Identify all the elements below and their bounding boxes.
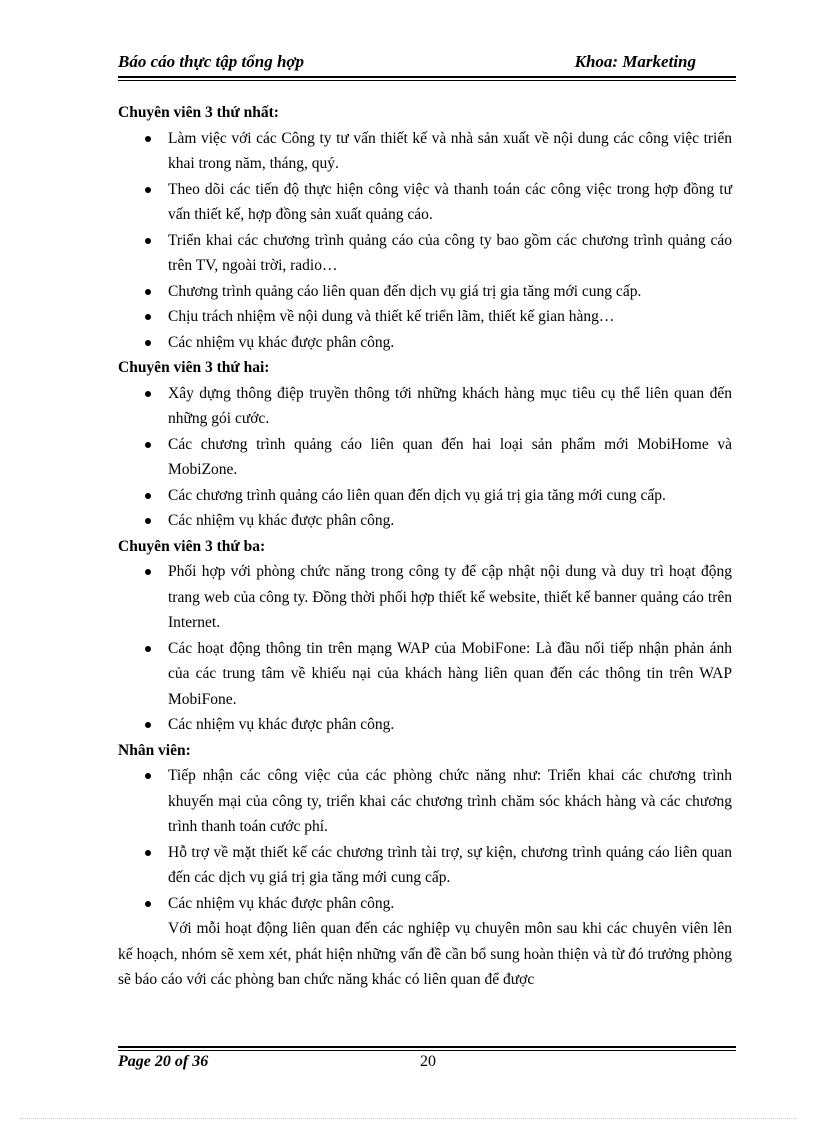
list-item <box>118 279 732 305</box>
list-item <box>118 381 732 432</box>
bullet-list <box>118 381 732 534</box>
bullet-icon <box>145 391 151 397</box>
list-item <box>118 483 732 509</box>
list-item-text: Các chương trình quảng cáo liên quan đến dịch vụ giá trị gia tăng mới cung cấp. <box>168 486 666 504</box>
section-heading: Chuyên viên 3 thứ ba: <box>118 537 266 555</box>
header-divider <box>118 76 736 81</box>
list-item-text: Hỗ trợ về mặt thiết kế các chương trình tài trợ, sự kiện, chương trình quảng cáo liên quan đến các dịch vụ giá trị gia tăng mới cung cấp. <box>168 843 732 886</box>
footer-page-number: 20 <box>420 1053 436 1070</box>
bullet-icon <box>145 442 151 448</box>
list-item <box>118 177 732 228</box>
list-item-text: Các nhiệm vụ khác được phân công. <box>168 894 395 912</box>
bullet-icon <box>145 238 151 244</box>
list-item-text: Phối hợp với phòng chức năng trong công ty để cập nhật nội dung và duy trì hoạt động trang web của công ty. Đồng thời phối hợp thiết kế website, thiết kế banner quảng cáo trên Internet. <box>168 563 732 631</box>
section-heading: Nhân viên: <box>118 741 191 759</box>
list-item <box>118 636 732 713</box>
closing-paragraph: Với mỗi hoạt động liên quan đến các nghiệp vụ chuyên môn sau khi các chuyên viên lên kế hoạch, nhóm sẽ xem xét, phát hiện những vấn đề cần bổ sung hoàn thiện và từ đó trưởng phòng sẽ báo cáo với các phòng ban chức năng khác có liên quan để được <box>118 920 732 988</box>
list-item <box>118 559 732 636</box>
list-item <box>118 508 732 534</box>
bullet-list <box>118 126 732 356</box>
list-item-text: Xây dựng thông điệp truyền thông tới những khách hàng mục tiêu cụ thể liên quan đến những gói cước. <box>168 384 732 427</box>
list-item-text: Các nhiệm vụ khác được phân công. <box>168 512 395 529</box>
bullet-icon <box>145 289 151 295</box>
footer-page-label: Page 20 of 36 <box>118 1053 209 1070</box>
list-item <box>118 330 732 356</box>
bullet-icon <box>145 569 151 575</box>
list-item-text: Chương trình quảng cáo liên quan đến dịch vụ giá trị gia tăng mới cung cấp. <box>168 282 642 300</box>
bullet-icon <box>145 722 151 728</box>
list-item-text: Các chương trình quảng cáo liên quan đến hai loại sản phẩm mới MobiHome và MobiZone. <box>168 435 732 478</box>
bullet-icon <box>145 646 151 652</box>
list-item <box>118 891 732 917</box>
footer-divider <box>118 1046 736 1051</box>
bullet-icon <box>145 187 151 193</box>
list-item <box>118 840 732 891</box>
section-heading: Chuyên viên 3 thứ nhất: <box>118 104 279 121</box>
list-item <box>118 712 732 738</box>
section-heading: Chuyên viên 3 thứ hai: <box>118 359 270 376</box>
list-item <box>118 304 732 330</box>
list-item <box>118 763 732 840</box>
bullet-icon <box>145 850 151 856</box>
list-item <box>118 432 732 483</box>
page-header <box>118 52 736 76</box>
list-item-text: Chịu trách nhiệm về nội dung và thiết kế triển lãm, thiết kế gian hàng… <box>168 308 615 325</box>
bullet-list <box>118 763 732 916</box>
list-item <box>118 228 732 279</box>
bullet-icon <box>145 136 151 142</box>
list-item-text: Làm việc với các Công ty tư vấn thiết kế và nhà sản xuất về nội dung các công việc triển khai trong năm, tháng, quý. <box>168 129 732 172</box>
bullet-icon <box>145 314 151 320</box>
list-item <box>118 126 732 177</box>
document-body <box>118 100 732 993</box>
bullet-list <box>118 559 732 738</box>
bullet-icon <box>145 901 151 907</box>
page-boundary <box>20 1118 796 1119</box>
bullet-icon <box>145 340 151 346</box>
header-title: Báo cáo thực tập tổng hợp <box>118 52 305 71</box>
header-department: Khoa: Marketing <box>574 52 696 71</box>
list-item-text: Các nhiệm vụ khác được phân công. <box>168 333 395 351</box>
bullet-icon <box>145 518 151 524</box>
list-item-text: Các hoạt động thông tin trên mạng WAP của MobiFone: Là đầu nối tiếp nhận phản ánh của các trung tâm về khiếu nại của khách hàng liên quan đến các thông tin trên WAP MobiFone. <box>168 639 732 708</box>
list-item-text: Theo dõi các tiến độ thực hiện công việc và thanh toán các công việc trong hợp đồng tư vấn thiết kế, hợp đồng sản xuất quảng cáo. <box>168 180 732 223</box>
list-item-text: Tiếp nhận các công việc của các phòng chức năng như: Triển khai các chương trình khuyến mại của công ty, triển khai các chương trình chăm sóc khách hàng và các chương trình thanh toán cước phí. <box>168 767 732 835</box>
bullet-icon <box>145 493 151 499</box>
bullet-icon <box>145 773 151 779</box>
list-item-text: Triển khai các chương trình quảng cáo của công ty bao gồm các chương trình quảng cáo trên TV, ngoài trời, radio… <box>168 231 732 274</box>
list-item-text: Các nhiệm vụ khác được phân công. <box>168 716 395 733</box>
